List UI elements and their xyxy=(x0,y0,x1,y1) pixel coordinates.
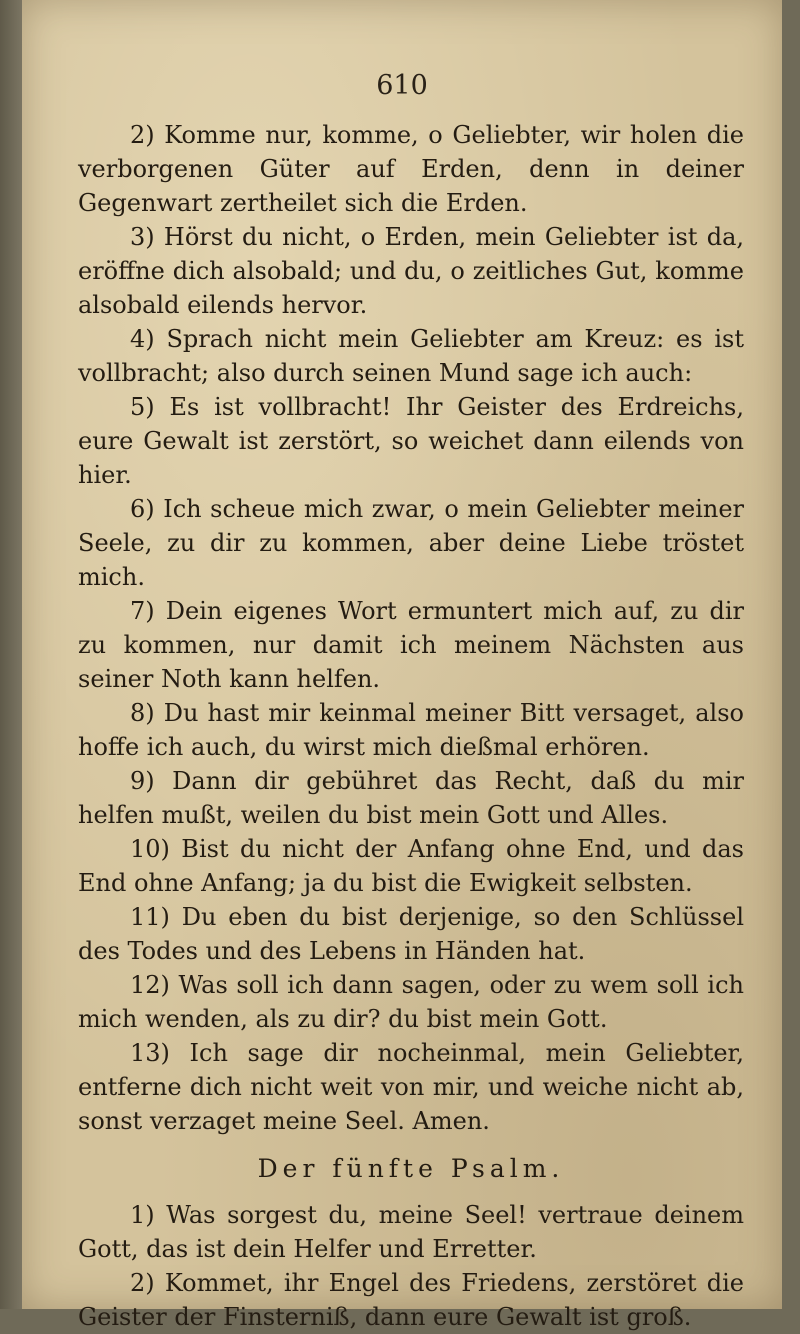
verse: 3) Hörst du nicht, o Erden, mein Geliebter ist da, eröffne dich alsobald; und du, o zeitliches Gut, komme alsobald eilends hervor. xyxy=(78,223,744,319)
book-page xyxy=(22,0,782,1331)
verse: 2) Komme nur, komme, o Geliebter, wir holen die verborgenen Güter auf Erden, denn in deiner Gegenwart zertheilet sich die Erden. xyxy=(78,121,744,217)
verse: 8) Du hast mir keinmal meiner Bitt versaget, also hoffe ich auch, du wirst mich dießmal erhören. xyxy=(78,699,744,761)
verse: 5) Es ist vollbracht! Ihr Geister des Erdreichs, eure Gewalt ist zerstört, so weichet dann eilends von hier. xyxy=(78,393,744,489)
verse: 1) Was sorgest du, meine Seel! vertraue deinem Gott, das ist dein Helfer und Erretter. xyxy=(78,1201,744,1263)
verse: 7) Dein eigenes Wort ermuntert mich auf, zu dir zu kommen, nur damit ich meinem Nächsten aus seiner Noth kann helfen. xyxy=(78,597,744,693)
section-title: Der fünfte Psalm. xyxy=(257,1154,565,1183)
book-binding-edge xyxy=(0,0,22,1309)
verse: 9) Dann dir gebühret das Recht, daß du mir helfen mußt, weilen du bist mein Gott und Alles. xyxy=(78,767,744,829)
verse: 11) Du eben du bist derjenige, so den Schlüssel des Todes und des Lebens in Händen hat. xyxy=(78,903,744,965)
verse: 4) Sprach nicht mein Geliebter am Kreuz: es ist vollbracht; also durch seinen Mund sage ich auch: xyxy=(78,325,744,387)
verse: 2) Kommet, ihr Engel des Friedens, zerstöret die Geister der Finsterniß, dann eure Gewalt ist groß. xyxy=(78,1269,744,1331)
verse: 6) Ich scheue mich zwar, o mein Geliebter meiner Seele, zu dir zu kommen, aber deine Liebe tröstet mich. xyxy=(78,495,744,591)
verse: 12) Was soll ich dann sagen, oder zu wem soll ich mich wenden, als zu dir? du bist mein Gott. xyxy=(78,971,744,1033)
verse: 10) Bist du nicht der Anfang ohne End, und das End ohne Anfang; ja du bist die Ewigkeit selbsten. xyxy=(78,835,744,897)
page-text xyxy=(78,118,744,1334)
page-number: 610 xyxy=(376,70,428,101)
verse: 13) Ich sage dir nocheinmal, mein Geliebter, entferne dich nicht weit von mir, und weiche nicht ab, sonst verzaget meine Seel. Amen. xyxy=(78,1039,744,1135)
